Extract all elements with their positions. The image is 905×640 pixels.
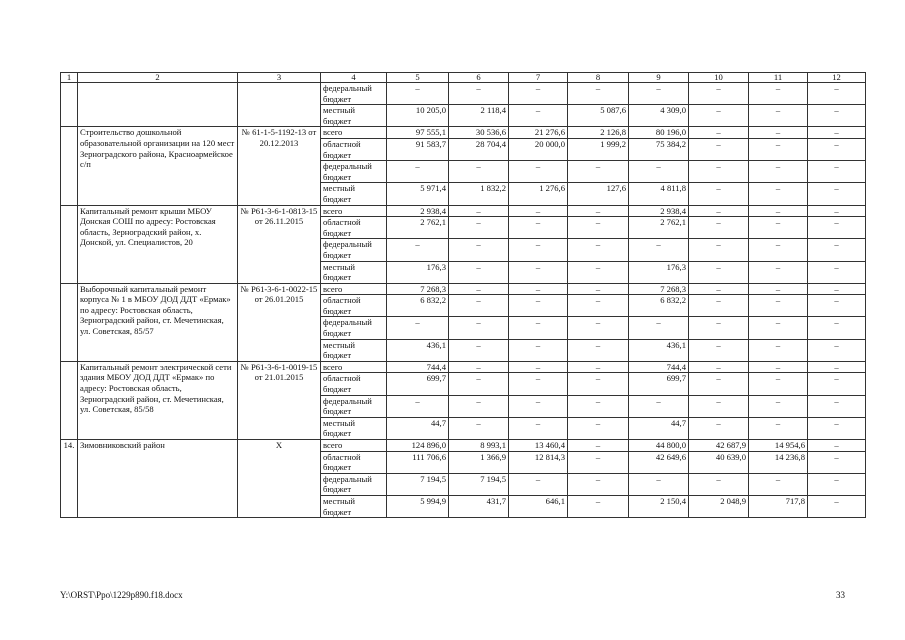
amount-cell: –: [749, 205, 808, 217]
amount-cell: –: [749, 217, 808, 239]
amount-cell: –: [449, 339, 509, 361]
amount-cell: 1 366,9: [449, 451, 509, 473]
amount-cell: –: [749, 283, 808, 295]
amount-cell: –: [749, 295, 808, 317]
amount-cell: –: [689, 473, 749, 495]
funding-source: местный бюджет: [321, 105, 387, 127]
amount-cell: –: [568, 440, 629, 452]
amount-cell: –: [808, 83, 866, 105]
amount-cell: –: [509, 217, 568, 239]
amount-cell: 44 800,0: [629, 440, 689, 452]
page-number: 33: [836, 590, 845, 600]
column-number: 6: [449, 73, 509, 83]
amount-cell: –: [689, 138, 749, 160]
amount-cell: –: [808, 339, 866, 361]
column-number-row: [61, 73, 866, 83]
amount-cell: 21 276,6: [509, 127, 568, 139]
amount-cell: 91 583,7: [387, 138, 449, 160]
amount-cell: –: [629, 83, 689, 105]
amount-cell: –: [689, 205, 749, 217]
column-number: 4: [321, 73, 387, 83]
amount-cell: 7 194,5: [449, 473, 509, 495]
amount-cell: –: [808, 373, 866, 395]
funding-source: местный бюджет: [321, 183, 387, 205]
amount-cell: 2 938,4: [387, 205, 449, 217]
amount-cell: –: [808, 217, 866, 239]
funding-source: федеральный бюджет: [321, 317, 387, 339]
row-number: [61, 283, 78, 361]
amount-cell: 111 706,6: [387, 451, 449, 473]
amount-cell: 20 000,0: [509, 138, 568, 160]
amount-cell: –: [689, 261, 749, 283]
row-number: [61, 127, 78, 205]
amount-cell: 44,7: [629, 417, 689, 439]
amount-cell: –: [449, 283, 509, 295]
row-number: 14.: [61, 440, 78, 518]
amount-cell: –: [749, 161, 808, 183]
amount-cell: –: [808, 361, 866, 373]
amount-cell: –: [568, 295, 629, 317]
funding-source: областной бюджет: [321, 373, 387, 395]
amount-cell: –: [509, 261, 568, 283]
amount-cell: –: [749, 105, 808, 127]
amount-cell: 10 205,0: [387, 105, 449, 127]
amount-cell: 13 460,4: [509, 440, 568, 452]
amount-cell: 431,7: [449, 495, 509, 517]
amount-cell: –: [568, 83, 629, 105]
amount-cell: 7 268,3: [629, 283, 689, 295]
funding-source: областной бюджет: [321, 217, 387, 239]
amount-cell: –: [568, 361, 629, 373]
funding-source: местный бюджет: [321, 417, 387, 439]
column-number: 9: [629, 73, 689, 83]
amount-cell: –: [568, 261, 629, 283]
table-row: [61, 283, 866, 295]
column-number: 11: [749, 73, 808, 83]
amount-cell: –: [449, 317, 509, 339]
amount-cell: 14 236,8: [749, 451, 808, 473]
amount-cell: –: [509, 339, 568, 361]
amount-cell: 436,1: [629, 339, 689, 361]
amount-cell: 42 687,9: [689, 440, 749, 452]
funding-source: областной бюджет: [321, 295, 387, 317]
funding-source: всего: [321, 205, 387, 217]
document-ref: № Р61-3-6-1-0022-15 от 26.01.2015: [238, 283, 321, 361]
funding-source: федеральный бюджет: [321, 395, 387, 417]
amount-cell: –: [629, 239, 689, 261]
amount-cell: –: [509, 283, 568, 295]
amount-cell: –: [749, 183, 808, 205]
funding-source: федеральный бюджет: [321, 83, 387, 105]
amount-cell: 127,6: [568, 183, 629, 205]
amount-cell: –: [449, 205, 509, 217]
amount-cell: 97 555,1: [387, 127, 449, 139]
amount-cell: –: [749, 473, 808, 495]
amount-cell: –: [808, 261, 866, 283]
amount-cell: 6 832,2: [387, 295, 449, 317]
table-row: [61, 205, 866, 217]
amount-cell: –: [808, 417, 866, 439]
amount-cell: 2 048,9: [689, 495, 749, 517]
amount-cell: 4 309,0: [629, 105, 689, 127]
amount-cell: –: [449, 373, 509, 395]
table-row: [61, 440, 866, 452]
amount-cell: 744,4: [629, 361, 689, 373]
amount-cell: –: [387, 395, 449, 417]
funding-source: областной бюджет: [321, 138, 387, 160]
amount-cell: 1 276,6: [509, 183, 568, 205]
amount-cell: –: [689, 295, 749, 317]
amount-cell: –: [689, 317, 749, 339]
amount-cell: –: [509, 239, 568, 261]
column-number: 3: [238, 73, 321, 83]
amount-cell: 2 118,4: [449, 105, 509, 127]
amount-cell: –: [449, 295, 509, 317]
row-number: [61, 205, 78, 283]
amount-cell: –: [449, 261, 509, 283]
amount-cell: 699,7: [629, 373, 689, 395]
amount-cell: –: [568, 239, 629, 261]
amount-cell: 1 832,2: [449, 183, 509, 205]
funding-source: федеральный бюджет: [321, 161, 387, 183]
amount-cell: –: [808, 239, 866, 261]
amount-cell: 124 896,0: [387, 440, 449, 452]
amount-cell: –: [689, 417, 749, 439]
amount-cell: –: [509, 161, 568, 183]
amount-cell: 436,1: [387, 339, 449, 361]
amount-cell: –: [689, 395, 749, 417]
funding-source: местный бюджет: [321, 495, 387, 517]
amount-cell: –: [808, 183, 866, 205]
amount-cell: –: [749, 127, 808, 139]
column-number: 8: [568, 73, 629, 83]
amount-cell: –: [808, 440, 866, 452]
document-ref: № 61-1-5-1192-13 от 20.12.2013: [238, 127, 321, 205]
amount-cell: –: [629, 161, 689, 183]
amount-cell: –: [689, 361, 749, 373]
amount-cell: –: [689, 239, 749, 261]
amount-cell: 8 993,1: [449, 440, 509, 452]
amount-cell: 1 999,2: [568, 138, 629, 160]
amount-cell: –: [449, 361, 509, 373]
amount-cell: –: [689, 183, 749, 205]
column-number: 12: [808, 73, 866, 83]
column-number: 10: [689, 73, 749, 83]
amount-cell: –: [749, 138, 808, 160]
amount-cell: –: [808, 495, 866, 517]
amount-cell: –: [509, 105, 568, 127]
amount-cell: –: [749, 317, 808, 339]
amount-cell: –: [449, 395, 509, 417]
object-name: Зимовниковский район: [78, 440, 238, 518]
footer-file-path: Y:\ORST\Ppo\1229p890.f18.docx: [60, 590, 183, 600]
amount-cell: –: [689, 105, 749, 127]
amount-cell: –: [568, 161, 629, 183]
amount-cell: –: [568, 417, 629, 439]
column-number: 5: [387, 73, 449, 83]
amount-cell: –: [749, 339, 808, 361]
amount-cell: –: [509, 205, 568, 217]
amount-cell: –: [509, 417, 568, 439]
table-row: [61, 361, 866, 373]
amount-cell: 176,3: [629, 261, 689, 283]
amount-cell: –: [689, 217, 749, 239]
amount-cell: 2 762,1: [629, 217, 689, 239]
funding-source: всего: [321, 361, 387, 373]
amount-cell: –: [449, 217, 509, 239]
amount-cell: –: [808, 127, 866, 139]
amount-cell: –: [568, 339, 629, 361]
amount-cell: –: [808, 283, 866, 295]
amount-cell: 5 971,4: [387, 183, 449, 205]
amount-cell: 44,7: [387, 417, 449, 439]
funding-source: всего: [321, 440, 387, 452]
table-row: [61, 127, 866, 139]
amount-cell: 2 126,8: [568, 127, 629, 139]
amount-cell: –: [449, 239, 509, 261]
funding-source: всего: [321, 283, 387, 295]
amount-cell: –: [689, 83, 749, 105]
amount-cell: –: [808, 138, 866, 160]
amount-cell: –: [689, 373, 749, 395]
amount-cell: –: [808, 451, 866, 473]
amount-cell: –: [689, 127, 749, 139]
funding-source: всего: [321, 127, 387, 139]
amount-cell: –: [387, 317, 449, 339]
amount-cell: 717,8: [749, 495, 808, 517]
amount-cell: –: [568, 317, 629, 339]
amount-cell: –: [509, 473, 568, 495]
amount-cell: 28 704,4: [449, 138, 509, 160]
amount-cell: –: [629, 473, 689, 495]
amount-cell: –: [749, 261, 808, 283]
document-ref: Х: [238, 440, 321, 518]
amount-cell: –: [749, 395, 808, 417]
funding-source: областной бюджет: [321, 451, 387, 473]
amount-cell: 4 811,8: [629, 183, 689, 205]
amount-cell: 14 954,6: [749, 440, 808, 452]
amount-cell: –: [449, 161, 509, 183]
amount-cell: 30 536,6: [449, 127, 509, 139]
amount-cell: 42 649,6: [629, 451, 689, 473]
column-number: 2: [78, 73, 238, 83]
amount-cell: –: [509, 83, 568, 105]
amount-cell: –: [808, 205, 866, 217]
object-name: Выборочный капитальный ремонт корпуса № 1 в МБОУ ДОД ДДТ «Ермак» по адресу: Ростовская область, Зерноградский район, ст. Мечетинская, ул. Советская, 85/57: [78, 283, 238, 361]
funding-source: федеральный бюджет: [321, 473, 387, 495]
amount-cell: 40 639,0: [689, 451, 749, 473]
amount-cell: –: [387, 161, 449, 183]
amount-cell: –: [689, 283, 749, 295]
object-name: Строительство дошкольной образовательной организации на 120 мест Зерноградского района, Красноармейское с/п: [78, 127, 238, 205]
column-number: 7: [509, 73, 568, 83]
amount-cell: –: [509, 395, 568, 417]
amount-cell: –: [568, 283, 629, 295]
amount-cell: 75 384,2: [629, 138, 689, 160]
amount-cell: –: [387, 239, 449, 261]
table-row: [61, 83, 866, 105]
amount-cell: 7 268,3: [387, 283, 449, 295]
amount-cell: 646,1: [509, 495, 568, 517]
object-name: Капитальный ремонт электрической сети здания МБОУ ДОД ДДТ «Ермак» по адресу: Ростовская область, Зерноградский район, ст. Мечетинская, ул. Советская, 85/58: [78, 361, 238, 439]
amount-cell: –: [808, 317, 866, 339]
amount-cell: 2 150,4: [629, 495, 689, 517]
amount-cell: –: [568, 395, 629, 417]
amount-cell: –: [568, 495, 629, 517]
amount-cell: 744,4: [387, 361, 449, 373]
document-ref: [238, 83, 321, 127]
funding-source: местный бюджет: [321, 261, 387, 283]
object-name: [78, 83, 238, 127]
amount-cell: 699,7: [387, 373, 449, 395]
amount-cell: –: [749, 417, 808, 439]
funding-source: федеральный бюджет: [321, 239, 387, 261]
amount-cell: –: [568, 451, 629, 473]
document-ref: № Р61-3-6-1-0019-15 от 21.01.2015: [238, 361, 321, 439]
amount-cell: –: [808, 295, 866, 317]
amount-cell: –: [808, 105, 866, 127]
amount-cell: 12 814,3: [509, 451, 568, 473]
amount-cell: –: [749, 361, 808, 373]
amount-cell: –: [808, 161, 866, 183]
amount-cell: –: [629, 395, 689, 417]
amount-cell: –: [689, 161, 749, 183]
amount-cell: –: [568, 473, 629, 495]
amount-cell: –: [449, 417, 509, 439]
amount-cell: –: [808, 395, 866, 417]
amount-cell: –: [749, 239, 808, 261]
amount-cell: 5 087,6: [568, 105, 629, 127]
amount-cell: 6 832,2: [629, 295, 689, 317]
amount-cell: –: [449, 83, 509, 105]
amount-cell: –: [689, 339, 749, 361]
budget-table: [60, 72, 866, 518]
amount-cell: –: [749, 373, 808, 395]
funding-source: местный бюджет: [321, 339, 387, 361]
amount-cell: –: [509, 295, 568, 317]
amount-cell: –: [568, 373, 629, 395]
amount-cell: –: [629, 317, 689, 339]
amount-cell: –: [509, 373, 568, 395]
object-name: Капитальный ремонт крыши МБОУ Донская СОШ по адресу: Ростовская область, Зерноградский район, х. Донской, ул. Специалистов, 20: [78, 205, 238, 283]
amount-cell: 176,3: [387, 261, 449, 283]
document-ref: № Р61-3-6-1-0813-15 от 26.11.2015: [238, 205, 321, 283]
amount-cell: –: [568, 217, 629, 239]
amount-cell: 5 994,9: [387, 495, 449, 517]
amount-cell: –: [749, 83, 808, 105]
amount-cell: 80 196,0: [629, 127, 689, 139]
amount-cell: 7 194,5: [387, 473, 449, 495]
amount-cell: –: [509, 361, 568, 373]
row-number: [61, 83, 78, 127]
amount-cell: –: [509, 317, 568, 339]
amount-cell: –: [387, 83, 449, 105]
amount-cell: 2 938,4: [629, 205, 689, 217]
column-number: 1: [61, 73, 78, 83]
amount-cell: 2 762,1: [387, 217, 449, 239]
amount-cell: –: [568, 205, 629, 217]
row-number: [61, 361, 78, 439]
amount-cell: –: [808, 473, 866, 495]
